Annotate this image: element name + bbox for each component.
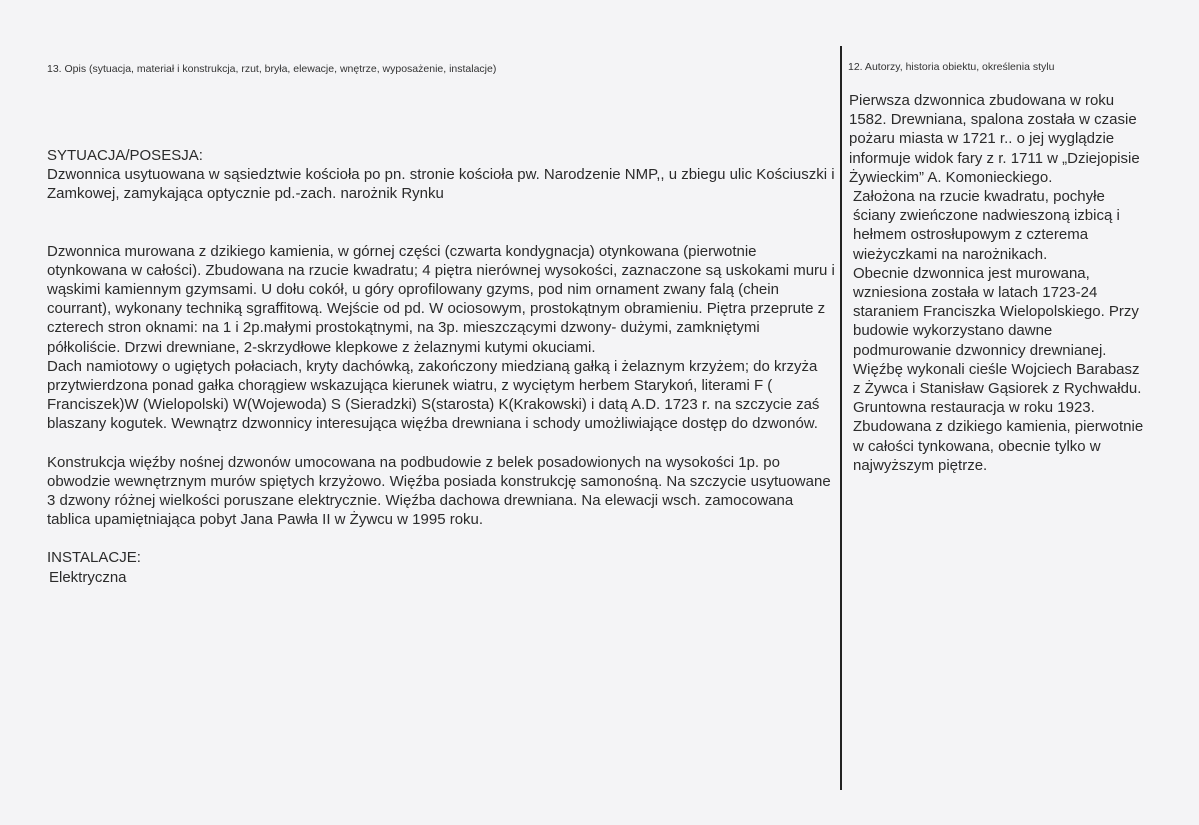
situation-text: Dzwonnica usytuowana w sąsiedztwie kościoła po pn. stronie kościoła pw. Narodzenie NMP,, u zbiegu ulic Kościuszki i Zamkowej, zamykająca optycznie pd.-zach. narożnik Rynku: [47, 166, 835, 203]
installations-title: INSTALACJE:: [47, 549, 141, 567]
history-paragraph-first-belfry: Pierwsza dzwonnica zbudowana w roku 1582. Drewniana, spalona została w czasie pożaru miasta w 1721 r.. o jej wyglądzie informuje widok fary z r. 1711 w „Dziejopisie Żywieckim” A. Komonieckiego.: [849, 92, 1140, 186]
description-section-heading: 13. Opis (sytuacja, materiał i konstrukcja, rzut, bryła, elewacje, wnętrze, wyposażenie, instalacje): [47, 63, 497, 75]
history-paragraph-plan: Założona na rzucie kwadratu, pochyłe ściany zwieńczone nadwieszoną izbicą i hełmem ostrosłupowym z czterema wieżyczkami na narożnikach.: [853, 188, 1120, 263]
installations-text: Elektryczna: [49, 568, 127, 586]
description-paragraph-walls: Dzwonnica murowana z dzikiego kamienia, w górnej części (czwarta kondygnacja) otynkowana (pierwotnie otynkowana w całości). Zbudowana na rzucie kwadratu; 4 piętra nierównej wysokości, zaznaczone są uskokami muru i wąskimi kamiennym gzymsami. U dołu cokół, u góry oprofilowany gzyms, pod nim ornament zwany falą (chein courrant), wykonany techniką sgraffitową. Wejście od pd. W ociosowym, prostokątnym obramieniu. Piętra przeprute z czterech stron oknami: na 1 i 2p.małymi prostokątnymi, na 3p. mieszczącymi dzwony- dużymi, zamkniętymi półkoliście. Drzwi drewniane, 2-skrzydłowe klepkowe z żelaznymi kutymi okuciami.: [47, 242, 835, 356]
paragraph-gap: [47, 529, 837, 548]
description-paragraph-construction: Konstrukcja więźby nośnej dzwonów umocowana na podbudowie z belek posadowionych na wysokości 1p. po obwodzie wewnętrznym murów spiętych krzyżowo. Więźba posiada konstrukcję samonośną. Na szczycie usytuowane 3 dzwony różnej wielkości poruszane elektrycznie. Więźba dachowa drewniana. Na elewacji wsch. zamocowana tablica upamiętniająca pobyt Jana Pawła II w Żywcu w 1995 roku.: [47, 453, 831, 529]
description-column: [47, 146, 837, 587]
description-paragraph-roof: Dach namiotowy o ugiętych połaciach, kryty dachówką, zakończony miedzianą gałką i żelaznym krzyżem; do krzyża przytwierdzona ponad gałka chorągiew wskazująca kierunek wiatru, z wyciętym herbem Starykoń, literami F ( Franciszek)W (Wielopolski) W(Wojewoda) S (Sieradzki) S(starosta) K(Krakowski) i datą A.D. 1723 r. na szczycie zaś blaszany kogutek. Wewnątrz dzwonnicy interesująca więźba drewniana i schody umożliwiające dostęp do dzwonów.: [47, 357, 820, 433]
history-section-heading: 12. Autorzy, historia obiektu, określenia stylu: [848, 61, 1055, 73]
paragraph-gap: [47, 204, 837, 242]
history-paragraph-current: Obecnie dzwonnica jest murowana, wzniesiona została w latach 1723-24 staraniem Franciszka Wielopolskiego. Przy budowie wykorzystano dawne podmurowanie dzwonnicy drewnianej. Więźbę wykonali cieśle Wojciech Barabasz z Żywca i Stanisław Gąsiorek z Rychwałdu. Gruntowna restauracja w roku 1923. Zbudowana z dzikiego kamienia, pierwotnie w całości tynkowana, obecnie tylko w najwyższym piętrze.: [853, 264, 1144, 474]
situation-title: SYTUACJA/POSESJA:: [47, 147, 203, 164]
column-divider: [840, 46, 842, 790]
paragraph-gap: [47, 434, 837, 453]
history-column: [849, 91, 1144, 475]
